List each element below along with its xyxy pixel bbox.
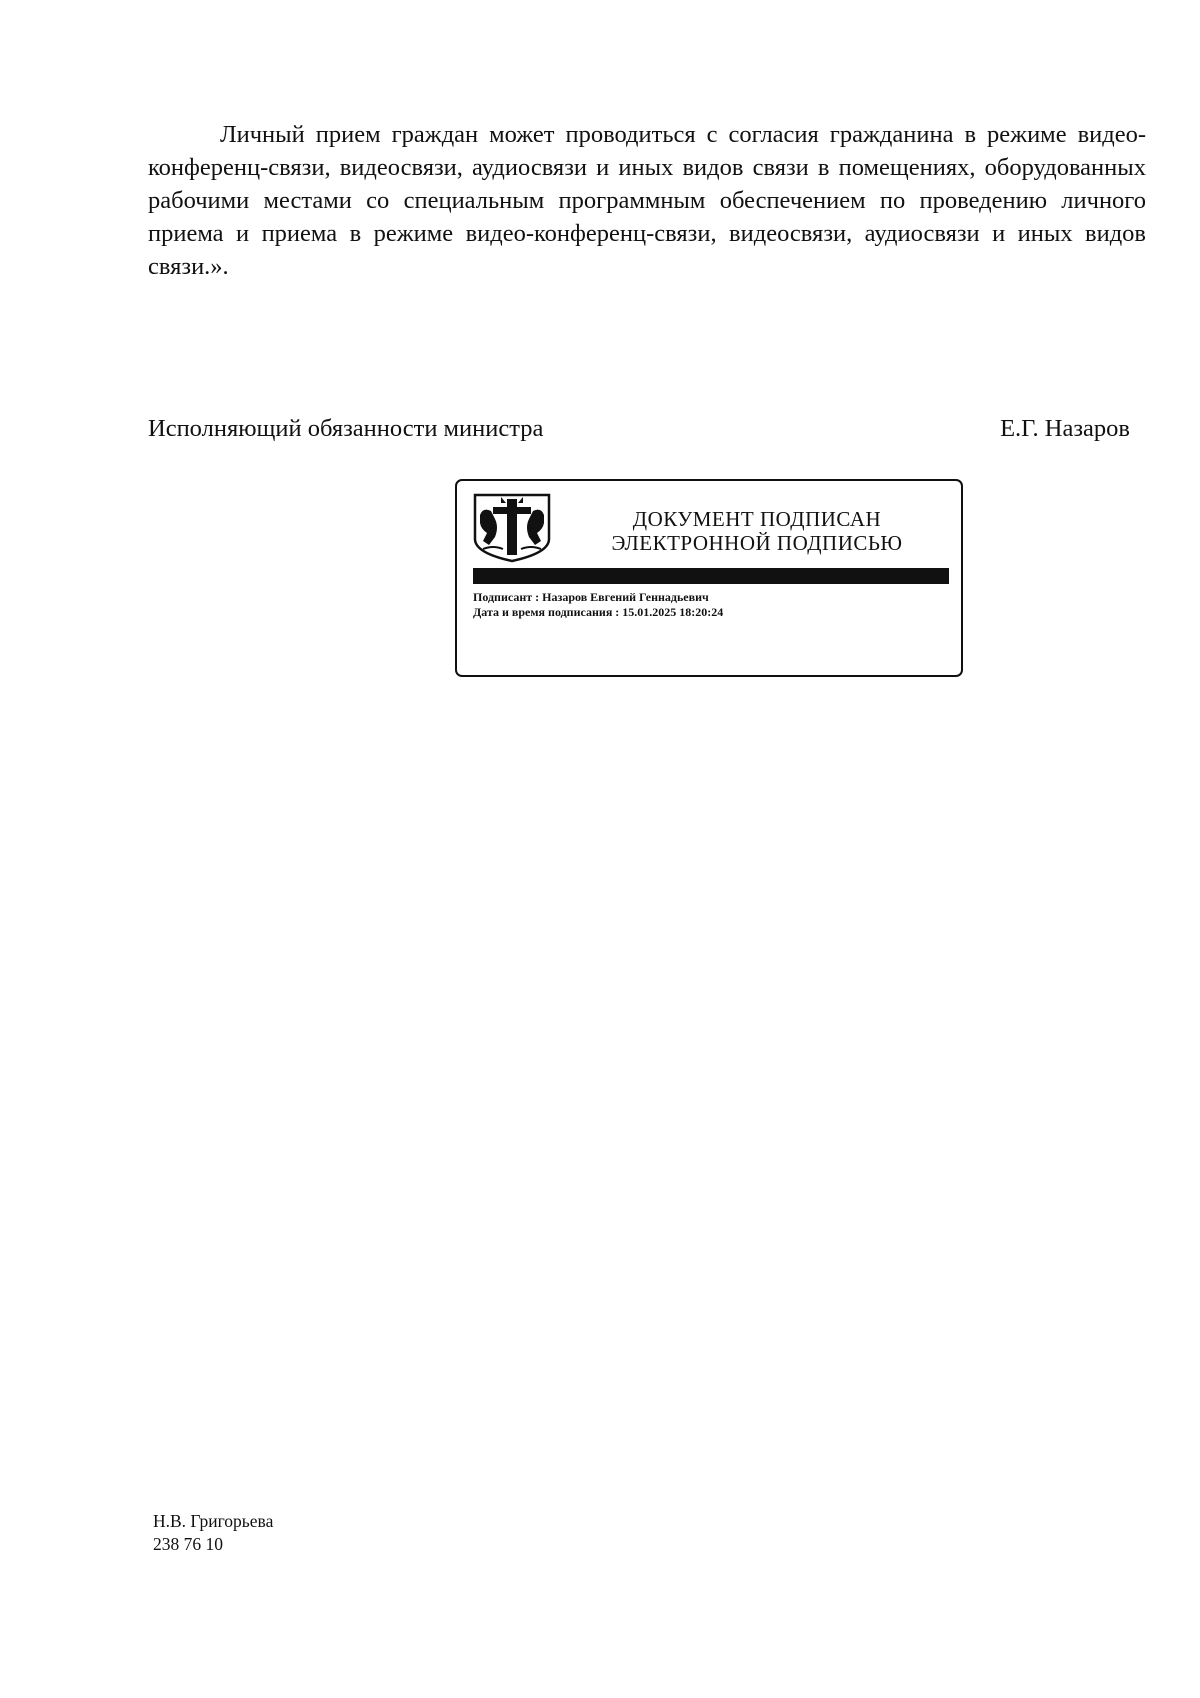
electronic-signature-stamp	[455, 479, 963, 677]
executor-phone: 238 76 10	[153, 1534, 223, 1554]
body-paragraph: Личный прием граждан может проводиться с согласия гражданина в режиме видео-конференц-связи, видеосвязи, аудиосвязи и иных видов связи в помещениях, оборудованных рабочими местами со специальным программным обеспечением по проведению личного приема и приема в режиме видео-конференц-связи, видеосвязи, аудиосвязи и иных видов связи.».	[148, 121, 1146, 280]
stamp-divider-bar	[473, 568, 949, 584]
stamp-details	[473, 590, 723, 620]
executor-name: Н.В. Григорьева	[153, 1511, 274, 1531]
signatory-title: Исполняющий обязанности министра	[148, 415, 544, 442]
executor-block	[153, 1510, 273, 1556]
stamp-heading-line1: ДОКУМЕНТ ПОДПИСАН	[632, 507, 882, 531]
coat-of-arms-icon	[473, 493, 551, 563]
signatory-name: Е.Г. Назаров	[1000, 415, 1130, 442]
stamp-signer: Подписант : Назаров Евгений Геннадьевич	[473, 590, 709, 604]
stamp-heading-line2: ЭЛЕКТРОННОЙ ПОДПИСЬЮ	[611, 531, 903, 555]
stamp-heading	[567, 507, 947, 555]
stamp-datetime: Дата и время подписания : 15.01.2025 18:20:24	[473, 605, 724, 619]
